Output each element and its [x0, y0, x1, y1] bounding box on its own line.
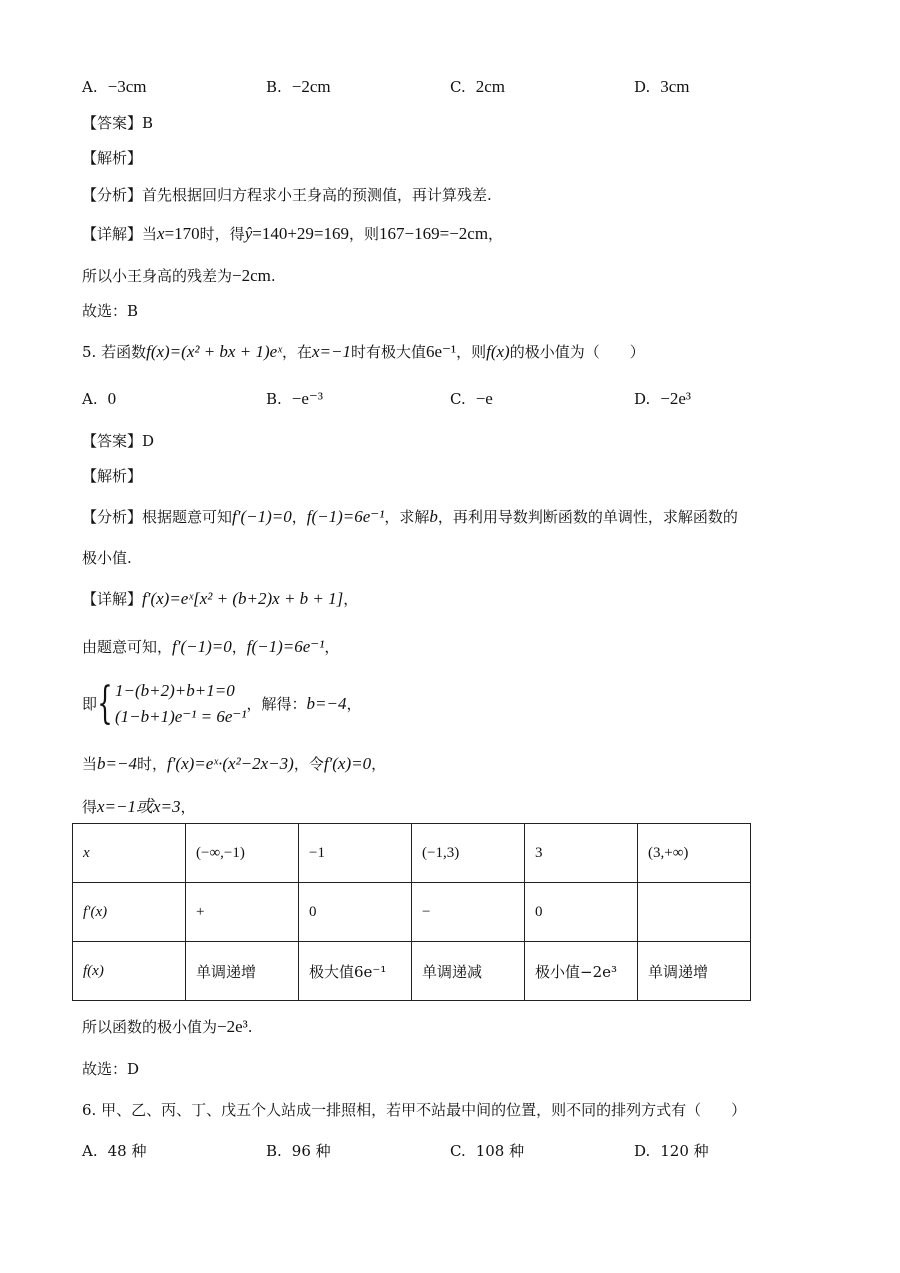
q5-system: 即{ 1−(b+2)+b+1=0 (1−b+1)e⁻¹ = 6e⁻¹，解得：b=−4， [82, 678, 362, 729]
q5-answer: 【答案】D [82, 432, 155, 450]
q5-conditions: 由题意可知，f′(−1)=0，f(−1)=6e⁻¹， [82, 637, 340, 656]
table-cell: − [412, 883, 525, 942]
q4-fenxi: 【分析】首先根据回归方程求小王身高的预测值，再计算残差. [82, 186, 492, 204]
q5-option-b: B. −e⁻³ [266, 389, 323, 408]
table-cell: 3 [525, 824, 638, 883]
table-cell: x [73, 824, 186, 883]
q4-analysis-heading: 【解析】 [82, 149, 143, 167]
q6-option-d: D. 120 种 [634, 1142, 709, 1160]
q5-conclusion: 所以函数的极小值为−2e³. [82, 1017, 253, 1036]
q5-option-d: D. −2e³ [634, 389, 691, 408]
q6-option-a: A. 48 种 [82, 1142, 147, 1160]
q6-option-c: C. 108 种 [450, 1142, 525, 1160]
q4-option-d: D. 3cm [634, 77, 690, 96]
table-cell: −1 [299, 824, 412, 883]
brace-symbol: { [97, 678, 113, 729]
q4-conclusion: 所以小王身高的残差为−2cm. [82, 266, 276, 285]
q5-analysis-heading: 【解析】 [82, 467, 143, 485]
q5-option-c: C. −e [450, 389, 493, 408]
q5-when: 当b=−4时，f′(x)=eˣ·(x²−2x−3)，令f′(x)=0， [82, 754, 387, 773]
q4-choose: 故选：B [82, 302, 139, 320]
q4-answer: 【答案】B [82, 114, 154, 132]
table-row [73, 883, 751, 942]
table-cell: 单调递增 [638, 942, 751, 1001]
table-row [73, 942, 751, 1001]
q5-roots: 得x=−1或x=3， [82, 797, 196, 816]
q4-option-c: C. 2cm [450, 77, 505, 96]
q5-option-a: A. 0 [82, 389, 117, 408]
q6-stem: 6. 甲、乙、丙、丁、戊五个人站成一排照相，若甲不站最中间的位置，则不同的排列方式有（ ） [82, 1101, 747, 1119]
table-cell: + [186, 883, 299, 942]
table-cell: 0 [525, 883, 638, 942]
q4-option-a: A. −3cm [82, 77, 147, 96]
table-cell: 极小值−2e³ [525, 942, 638, 1001]
q5-detail-deriv: 【详解】f′(x)=eˣ[x² + (b+2)x + b + 1]， [82, 589, 359, 608]
q5-stem: 5. 若函数f(x)=(x² + bx + 1)eˣ，在x=−1时有极大值6e⁻¹，则f(x)的极小值为（ ） [82, 342, 645, 361]
table-cell: 单调递减 [412, 942, 525, 1001]
table-cell: (3,+∞) [638, 824, 751, 883]
table-cell: 极大值6e⁻¹ [299, 942, 412, 1001]
table-cell: 0 [299, 883, 412, 942]
monotonicity-table [72, 823, 751, 1001]
q6-option-b: B. 96 种 [266, 1142, 331, 1160]
q5-fenxi-cont: 极小值. [82, 549, 132, 567]
table-cell: (−1,3) [412, 824, 525, 883]
q4-option-b: B. −2cm [266, 77, 331, 96]
table-cell: f(x) [73, 942, 186, 1001]
table-cell: (−∞,−1) [186, 824, 299, 883]
q5-choose: 故选：D [82, 1060, 140, 1078]
table-row [73, 824, 751, 883]
table-cell [638, 883, 751, 942]
table-cell: 单调递增 [186, 942, 299, 1001]
table-cell: f′(x) [73, 883, 186, 942]
q5-fenxi: 【分析】根据题意可知f′(−1)=0，f(−1)=6e⁻¹，求解b，再利用导数判断函数的单调性，求解函数的 [82, 507, 738, 526]
q4-detail: 【详解】当x=170时，得ŷ=140+29=169，则167−169=−2cm， [82, 224, 504, 243]
